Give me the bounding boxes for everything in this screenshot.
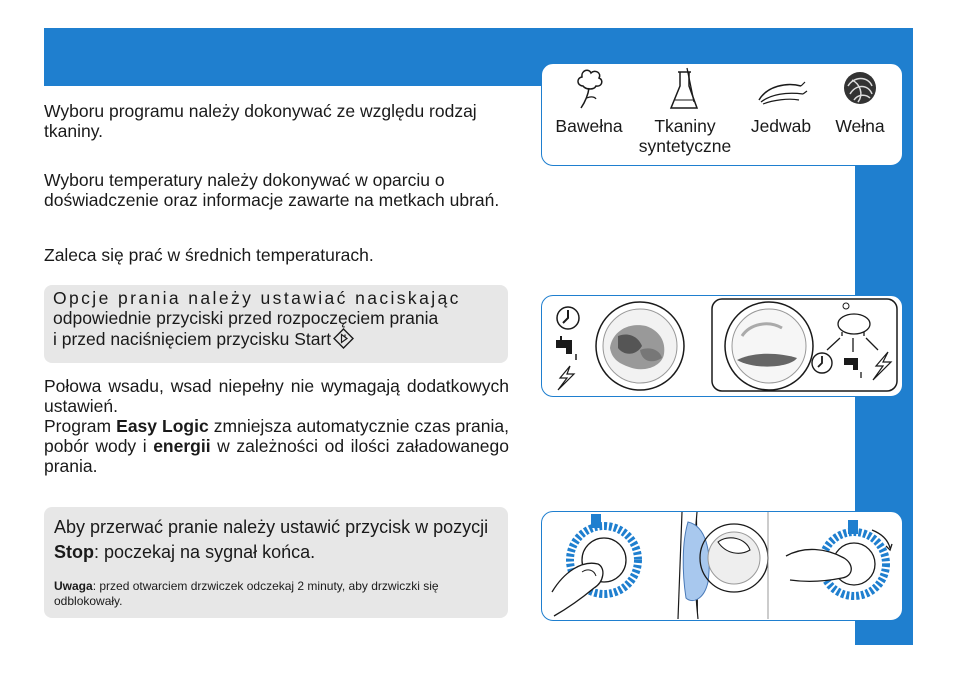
fabric-synthetic [630,64,740,156]
easy-logic-mid: zmniejsza automatycznie czas prania, pobór wody i [44,416,509,456]
stop-suffix: : poczekaj na sygnał końca. [94,542,316,562]
lightning-icon [558,366,574,390]
fabric-synthetic-label: Tkaniny [654,116,716,136]
drum-illustration [542,296,901,395]
piggy-bank-icon [838,303,870,336]
note-text: : przed otwarciem drzwiczek odczekaj 2 minuty, aby drzwiczki się odblokowały. [54,579,439,608]
load-illustration-panel [541,295,903,397]
fabric-choice-text: Wyboru programu należy dokonywać ze względu rodzaj tkaniny. [44,101,477,141]
synthetic-icon [665,64,705,116]
fabric-silk-label: Jedwab [750,116,812,136]
fabric-wool [818,64,902,136]
stop-info-box [44,507,508,618]
fabric-silk [736,64,826,136]
wool-icon [838,64,882,116]
options-line-2: odpowiednie przyciski przed rozpoczęciem prania [53,308,439,328]
water-tap-icon-2 [844,358,861,378]
options-line-3: i przed naciśnięciem przycisku Start [53,329,332,349]
water-tap-icon [556,336,576,360]
easy-logic-suffix: w zależności od ilości załadowanego prania. [44,436,509,476]
options-line-1: Opcje prania należy ustawiać naciskając [53,288,461,308]
energy-word: energii [153,436,211,456]
easy-logic-line [44,416,509,476]
stop-illustration-panel [541,511,903,621]
clock-icon [557,307,579,329]
stop-word: Stop [54,542,94,562]
temperature-choice-text: Wyboru temperatury należy dokonywać w oparciu o doświadczenie oraz informacje zawarte na metkach ubrań. [44,170,500,210]
lightning-icon-2 [873,352,891,380]
silk-icon [753,64,809,116]
start-pause-icon [333,328,354,353]
easy-logic-name: Easy Logic [116,416,209,436]
fabric-types-panel [541,63,903,166]
easy-logic-prefix: Program [44,416,117,436]
fabric-synthetic-label-2: syntetyczne [638,136,732,156]
stop-prefix: Aby przerwać pranie należy ustawić przycisk w pozycji [54,517,489,537]
options-info-box [44,285,508,363]
fabric-cotton-label: Bawełna [555,116,623,136]
fabric-cotton [544,64,634,136]
program-dial-left [552,514,638,616]
medium-temperature-text: Zaleca się prać w średnich temperaturach. [44,245,374,265]
load-info-text [44,376,509,476]
program-dial-right [786,520,892,596]
cotton-icon [569,64,609,116]
clock-icon-2 [812,353,832,373]
dial-illustration [542,512,901,619]
fabric-wool-label: Wełna [835,116,885,136]
note-label: Uwaga [54,579,93,593]
load-line-1: Połowa wsadu, wsad niepełny nie wymagają dodatkowych ustawień. [44,376,509,416]
washer-door [678,512,768,619]
